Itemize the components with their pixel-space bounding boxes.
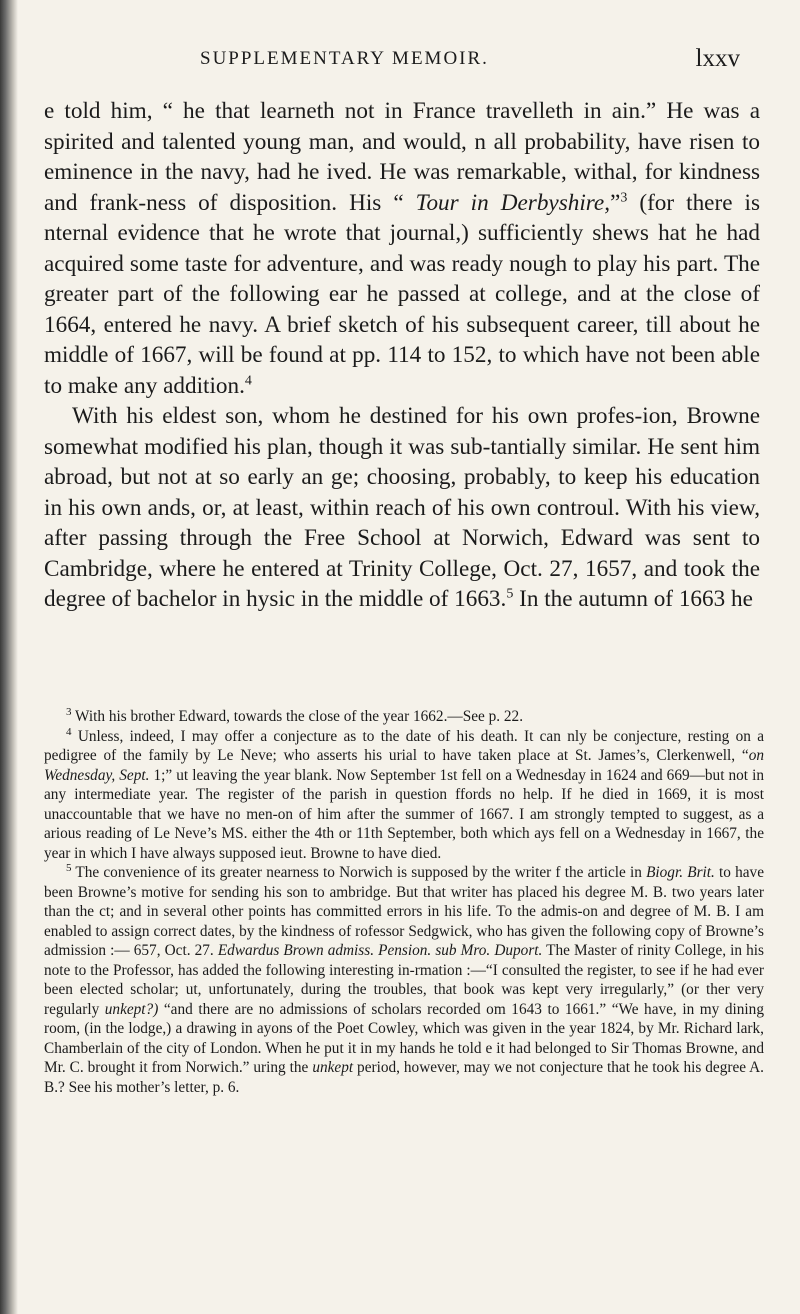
p2-text-a: With his eldest son, whom he destined for his own profes-ion, Browne somewhat modified his plan, though it was sub-tantially similar. He sent him abroad, but not at so early an ge; choosing, probably, to keep his education in his own ands, or, at least, within reach of his own controul. With his view, after passing through the Free School at Norwich, Edward was sent to Cambridge, where he entered at Trinity College, Oct. 27, 1657, and took the degree of bachelor in hysic in the middle of 1663. <box>44 403 760 612</box>
p1-text-b: ” <box>610 189 621 216</box>
p1-title-italic: Tour in Derbyshire, <box>415 189 611 216</box>
footnote-3 <box>44 707 764 727</box>
footnote-5 <box>44 863 764 1097</box>
p1-text-a: e told him, “ he that learneth not in France travelleth in ain.” He was a spirited and talented young man, and would, n all probability, have risen to eminence in the navy, had he ived. He was remarkable, withal, for kindness and frank-ness of disposition. His “ <box>44 98 760 216</box>
footnote-ref-4: 4 <box>244 372 252 388</box>
p2-text-b: In the autumn of 1663 he <box>513 586 753 612</box>
footnote-5-italic-1: Biogr. Brit. <box>646 864 715 881</box>
footnote-5-text-c: The Master of rinity College, in his note to the Professor, has added the following interesting in-rmation :—“I consulted the register, to see if he had ever been elected scholar; ut, unfortunately, during the troubles, that book was kept very irregularly,” (or ther very regularly <box>44 942 764 1018</box>
footnote-5-text-a: The convenience of its greater nearness to Norwich is supposed by the writer f the article in <box>71 864 647 881</box>
footnotes <box>44 707 764 1097</box>
binding-shadow <box>0 0 18 1314</box>
footnote-5-italic-3: unkept?) <box>104 1000 159 1018</box>
paragraph-1 <box>44 96 760 401</box>
footnote-4-text-b: 1;” ut leaving the year blank. Now September 1st fell on a Wednesday in 1624 and 669—but not in any intermediate year. The register of the parish in question ffords no help. If he died in 1669, it is most unaccountable that we have no men-on of him after the summer of 1667. I am strongly tempted to suggest, as a arious reading of Le Neve’s MS. either the 4th or 11th September, both which ays fell on a Wednesday in 1667, the year in which I have always supposed ieut. Browne to have died. <box>44 766 765 862</box>
running-head: SUPPLEMENTARY MEMOIR. <box>200 48 489 69</box>
p1-text-c: (for there is nternal evidence that he wrote that journal,) sufficiently shews hat he had acquired some taste for adventure, and was ready nough to play his part. The greater part of the following ear he passed at college, and at the close of 1664, entered he navy. A brief sketch of his subsequent career, till about he middle of 1667, will be found at pp. 114 to 152, to which have not been able to make any addition. <box>44 189 760 399</box>
footnote-4-italic: on Wednesday, Sept. <box>44 747 764 784</box>
page-number: lxxv <box>695 45 740 72</box>
main-text <box>44 96 760 615</box>
footnote-4-text-a: Unless, indeed, I may offer a conjecture as to the date of his death. It can nly be conjecture, resting on a pedigree of the family by Le Neve; who asserts his urial to have taken place at St. James’s, Clerkenwell, “ <box>44 727 764 764</box>
footnote-5-number: 5 <box>66 861 72 874</box>
footnote-4 <box>44 727 764 864</box>
footnote-5-italic-4: unkept <box>312 1059 354 1076</box>
paragraph-2 <box>44 401 760 615</box>
page-header <box>200 45 740 76</box>
footnote-5-italic-2: Edwardus Brown admiss. Pension. sub Mro. Duport. <box>217 942 543 959</box>
footnote-5-text-e: period, however, may we not conjecture that he took his degree A. B.? See his mother’s letter, p. 6. <box>44 1059 765 1096</box>
footnote-4-number: 4 <box>66 725 72 738</box>
footnote-5-text-b: to have been Browne’s motive for sending his son to ambridge. But that writer has placed his degree M. B. two years later than the ct; and in several other points has committed errors in his life. To the admis-on and degree of M. B. I am enabled to assign correct dates, by the kindness of rofessor Sedgwick, who has given the following copy of Browne’s admission :— 657, Oct. 27. <box>44 864 764 959</box>
footnote-5-text-d: “and there are no admissions of scholars recorded om 1643 to 1661.” “We have, in my dining room, (in the lodge,) a drawing in ayons of the Poet Cowley, which was given in the year 1824, by Mr. Richard lark, Chamberlain of the city of London. When he put it in my hands he told e it had belonged to Sir Thomas Browne, and Mr. C. brought it from Norwich.” uring the <box>44 1000 764 1076</box>
footnote-ref-3: 3 <box>620 189 628 205</box>
footnote-3-number: 3 <box>66 705 72 718</box>
footnote-ref-5: 5 <box>506 586 514 602</box>
footnote-3-text: With his brother Edward, towards the close of the year 1662.—See p. 22. <box>71 708 524 725</box>
